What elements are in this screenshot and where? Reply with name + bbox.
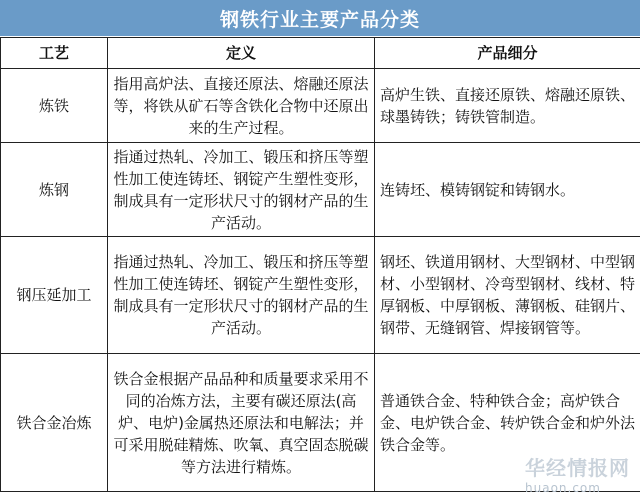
watermark (525, 452, 630, 495)
products-cell: 高炉生铁、直接还原铁、熔融还原铁、球墨铸铁；铸铁管制造。 (375, 69, 640, 143)
definition-cell: 指通过热轧、冷加工、锻压和挤压等塑性加工使连铸坯、钢锭产生塑性变形，制成具有一定形状尺寸的钢材产品的生产活动。 (108, 237, 375, 354)
table-row (1, 143, 640, 237)
watermark-brand: 华经情报网 (525, 456, 630, 480)
table-row (1, 237, 640, 354)
definition-cell: 指用高炉法、直接还原法、熔融还原法等，将铁从矿石等含铁化合物中还原出来的生产过程。 (108, 69, 375, 143)
header-row (1, 38, 640, 69)
products-cell: 普通铁合金、特种铁合金；高炉铁合金、电炉铁合金、转炉铁合金和炉外法铁合金等。 (375, 354, 640, 492)
definition-cell: 指通过热轧、冷加工、锻压和挤压等塑性加工使连铸坯、钢锭产生塑性变形，制成具有一定形状尺寸的钢材产品的生产活动。 (108, 143, 375, 237)
process-cell: 钢压延加工 (1, 237, 108, 354)
products-cell: 连铸坯、模铸钢锭和铸钢水。 (375, 143, 640, 237)
process-cell: 铁合金冶炼 (1, 354, 108, 492)
process-cell: 炼钢 (1, 143, 108, 237)
product-classification-table (0, 37, 640, 492)
table-title: 钢铁行业主要产品分类 (0, 0, 640, 36)
header-process: 工艺 (1, 38, 108, 69)
header-products: 产品细分 (375, 38, 640, 69)
definition-cell: 铁合金根据产品品种和质量要求采用不同的冶炼方法，主要有碳还原法(高炉、电炉)金属热还原法和电解法；并可采用脱硅精炼、吹氧、真空固态脱碳等方法进行精炼。 (108, 354, 375, 492)
products-cell: 钢坯、铁道用钢材、大型钢材、中型钢材、小型钢材、冷弯型钢材、线材、特厚钢板、中厚钢板、薄钢板、硅钢片、钢带、无缝钢管、焊接钢管等。 (375, 237, 640, 354)
watermark-url: huaon.com (525, 481, 601, 495)
table-row (1, 69, 640, 143)
process-cell: 炼铁 (1, 69, 108, 143)
header-definition: 定义 (108, 38, 375, 69)
